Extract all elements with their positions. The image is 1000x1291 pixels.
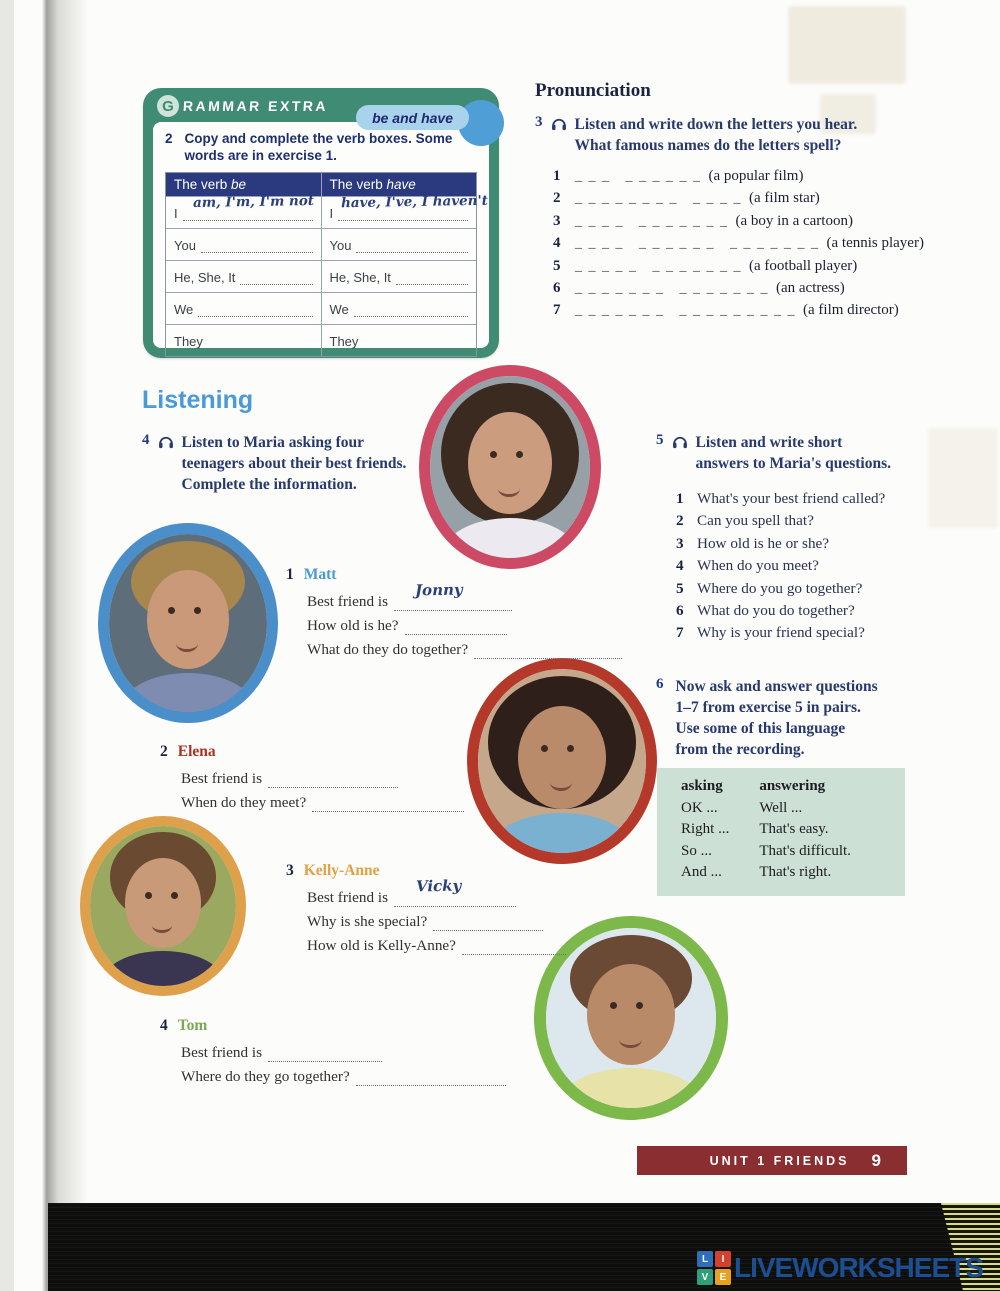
pronunciation-heading: Pronunciation [535,80,651,101]
person-name: Tom [177,1017,208,1034]
exercise-6-line2: 1–7 from exercise 5 in pairs. [675,699,861,716]
exercise-4-number: 4 [142,432,150,448]
question-number: 7 [676,624,684,642]
be-and-have-badge: be and have [356,105,469,130]
table-row [166,292,476,324]
field-label: How old is he? [307,617,399,634]
question-number: 5 [676,579,684,597]
headphones-icon [158,434,174,495]
question-text: What's your best friend called? [697,490,886,507]
table-row [166,192,488,228]
grammar-extra-box [143,88,499,358]
page-bleedthrough [788,6,906,84]
answer-blank[interactable] [394,876,516,907]
exercise-5-line1: Listen and write short [695,434,843,451]
exercise-6-line3: Use some of this language [675,720,846,737]
exercise-5-number: 5 [656,432,664,448]
verb-have-header: The verb have [321,173,477,196]
question-number: 3 [676,534,684,552]
person-block-kelly-anne [286,862,566,955]
item-hint: (a football player) [749,257,858,274]
answer-blank[interactable] [433,917,543,931]
pronoun-label: You [174,238,196,253]
answer-blanks[interactable]: _ _ _ _ _ _ _ _ _ _ _ _ _ _ _ _ _ [575,236,820,252]
exercise-3 [535,114,935,156]
pronunciation-item [553,213,924,235]
answer-blank[interactable] [363,336,468,349]
item-number: 3 [553,212,561,229]
grammar-logo-text: RAMMAR EXTRA [182,98,329,114]
answer-blank[interactable] [394,580,512,611]
answer-blank[interactable] [208,336,313,349]
person-number: 1 [286,566,294,583]
logo-tile-e: E [715,1269,731,1285]
pronunciation-item [553,190,924,212]
answer-blank[interactable] [338,192,488,221]
handwritten-answer[interactable]: am, I'm, I'm not [192,192,315,212]
unit-footer-bar [637,1146,907,1175]
question-number: 2 [676,512,684,530]
answer-blank[interactable] [474,645,622,659]
verb-be-header: The verb be [174,177,247,192]
question-text: Why is your friend special? [697,624,865,642]
pronoun-label: We [329,302,349,317]
question-item [676,622,914,644]
pronoun-label: You [329,238,352,253]
exercise-2-number: 2 [165,131,173,146]
pronunciation-item [553,302,924,324]
answer-blank[interactable] [198,304,312,317]
answering-item: Well ... [759,799,803,816]
asking-item: OK ... [681,799,718,816]
question-text: Can you spell that? [697,512,814,530]
handwritten-answer[interactable]: have, I've, I haven't [340,192,488,212]
item-number: 1 [553,168,561,184]
question-item [676,578,914,600]
question-text: What do you do together? [697,602,855,620]
answering-header: answering [759,778,826,794]
table-row [166,228,476,260]
language-box [657,768,905,896]
exercise-5-line2: answers to Maria's questions. [695,455,891,472]
answer-blank[interactable] [354,304,468,317]
question-item [676,533,914,555]
pronoun-label: They [329,334,359,349]
answering-item: That's right. [759,864,832,880]
field-label: What do they do together? [307,641,469,658]
exercise-3-instruction-line1: Listen and write down the letters you hear. [574,116,858,133]
person-name: Elena [177,743,216,760]
answer-blank[interactable] [240,272,312,285]
answer-blank[interactable] [356,1072,506,1086]
logo-tile-i: I [715,1251,731,1267]
exercise-6 [656,676,926,760]
person-name: Kelly-Anne [303,862,380,879]
item-number: 6 [553,279,561,296]
answer-blank[interactable] [462,941,566,955]
question-item [676,510,914,532]
field-label: When do they meet? [181,794,307,811]
field-label: Best friend is [181,770,262,787]
item-number: 7 [553,302,561,319]
pronunciation-items [553,168,924,325]
field-label: Best friend is [307,889,388,906]
handwritten-answer[interactable]: Jonny [415,580,464,600]
exercise-3-instruction-line2: What famous names do the letters spell? [574,137,842,154]
answer-blank[interactable] [312,798,464,812]
exercise-6-line4: from the recording. [675,741,805,758]
question-number: 4 [676,557,684,575]
person-number: 3 [286,862,294,879]
item-hint: (a tennis player) [826,235,924,252]
item-hint: (a film director) [803,302,899,319]
table-row [166,260,476,292]
answering-column [759,776,851,884]
question-number: 1 [676,490,684,507]
answer-blank[interactable] [201,240,313,253]
field-label: Where do they go together? [181,1068,350,1085]
photo-elena [478,669,646,853]
exercise-6-number: 6 [656,676,664,692]
pronoun-label: He, She, It [174,270,236,285]
pronoun-label: He, She, It [329,270,391,285]
pronunciation-item [553,235,924,257]
logo-tile-v: V [697,1269,713,1285]
liveworksheets-logo [697,1251,983,1285]
pronoun-label: We [174,302,194,317]
question-text: How old is he or she? [697,534,830,552]
answering-item: That's easy. [759,821,829,837]
answer-blank[interactable] [268,1048,382,1062]
photo-tom [546,928,716,1108]
field-label: Best friend is [181,1044,262,1061]
exercise-3-number: 3 [535,114,543,130]
answer-blanks[interactable]: _ _ _ _ _ _ _ _ _ _ _ _ _ _ _ _ [575,303,796,319]
exercise-6-line1: Now ask and answer questions [675,678,878,695]
answer-blanks[interactable]: _ _ _ _ _ _ _ _ _ [575,169,702,184]
question-item [676,488,914,510]
unit-label: UNIT 1 FRIENDS [709,1153,850,1168]
item-number: 5 [553,257,561,274]
answer-blanks[interactable]: _ _ _ _ _ _ _ _ _ _ _ _ _ _ [575,280,769,296]
photo-matt [109,534,267,712]
person-name: Matt [303,566,337,583]
person-block-tom [160,1017,506,1086]
pronoun-label: I [329,206,334,221]
asking-item: Right ... [681,821,730,837]
exercise-4 [142,432,442,495]
photo-kelly-anne [90,826,236,986]
exercise-2-instruction: Copy and complete the verb boxes. Some words are in exercise 1. [184,131,453,163]
person-number: 2 [160,743,168,760]
scan-edge-strip [0,0,14,1291]
answer-blank[interactable] [268,774,398,788]
pronoun-label: They [174,334,203,349]
headphones-icon [672,434,688,474]
exercise-4-line2: teenagers about their best friends. [181,455,407,472]
grammar-panel [153,122,489,348]
grammar-logo-g-icon: G [157,95,179,117]
question-text: When do you meet? [697,557,819,575]
answer-blank[interactable] [183,192,315,221]
listening-heading: Listening [142,386,254,414]
item-hint: (a boy in a cartoon) [735,212,853,229]
pronunciation-item [553,258,924,280]
exercise-4-line3: Complete the information. [181,476,357,493]
logo-tile-l: L [697,1251,713,1267]
grammar-extra-logo [157,95,328,117]
exercise-5-questions [676,488,914,645]
field-label: How old is Kelly-Anne? [307,937,456,954]
answer-blank[interactable] [356,240,468,253]
field-label: Why is she special? [307,913,428,930]
answer-blank[interactable] [396,272,468,285]
handwritten-answer[interactable]: Vicky [415,876,462,896]
item-hint: (a film star) [749,190,820,207]
answer-blanks[interactable]: _ _ _ _ _ _ _ _ _ _ _ [575,213,729,229]
verb-table [165,172,488,357]
book-binding-shadow [42,0,88,1291]
asking-item: And ... [681,864,722,880]
photo-maria [430,376,590,558]
asking-column [681,776,729,884]
item-hint: (a popular film) [708,168,804,184]
asking-item: So ... [681,842,712,859]
person-block-matt [286,566,622,659]
person-block-elena [160,743,464,812]
pronoun-label: I [174,206,178,221]
answer-blanks[interactable]: _ _ _ _ _ _ _ _ _ _ _ _ [575,258,742,274]
question-number: 6 [676,602,684,620]
page-bleedthrough [928,428,998,528]
answer-blank[interactable] [405,621,507,635]
exercise-4-line1: Listen to Maria asking four [181,434,365,451]
headphones-icon [551,116,567,156]
field-label: Best friend is [307,593,388,610]
answer-blanks[interactable]: _ _ _ _ _ _ _ _ _ _ _ _ [575,191,742,207]
answering-item: That's difficult. [759,842,851,859]
liveworksheets-tiles-icon [697,1251,731,1285]
table-row [166,324,476,356]
item-number: 2 [553,190,561,207]
pronunciation-item [553,168,924,190]
person-number: 4 [160,1017,168,1034]
asking-header: asking [681,778,723,794]
item-hint: (an actress) [776,279,845,296]
exercise-5 [656,432,908,474]
page-number: 9 [871,1150,881,1170]
liveworksheets-wordmark: LIVEWORKSHEETS [734,1252,983,1283]
question-text: Where do you go together? [697,579,863,597]
pronunciation-item [553,280,924,302]
question-item [676,555,914,577]
item-number: 4 [553,235,561,252]
question-item [676,600,914,622]
